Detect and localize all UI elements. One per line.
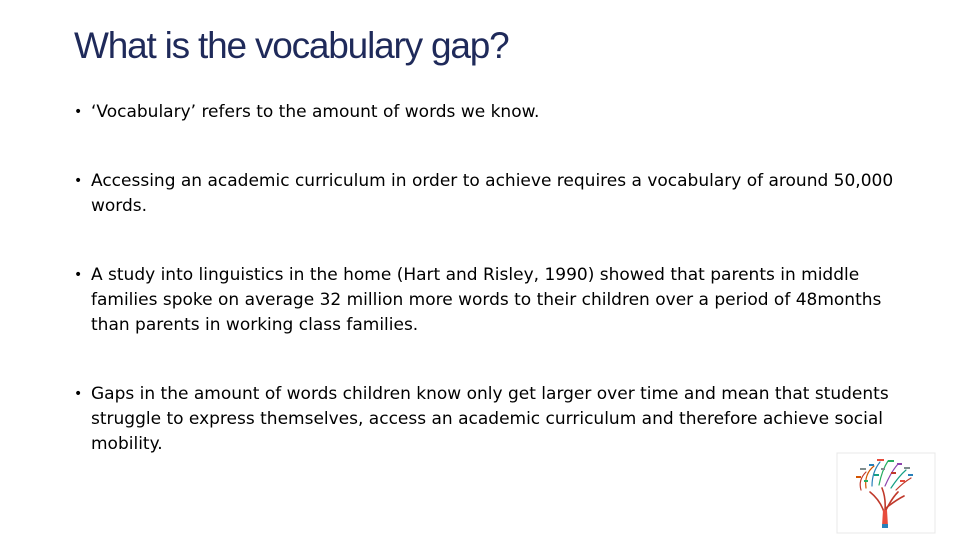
bullet-text: Accessing an academic curriculum in order to achieve requires a vocabulary of around 50,000 words. xyxy=(91,171,894,216)
bullet-text: A study into linguistics in the home (Hart and Risley, 1990) showed that parents in middle families spoke on average 32 million more words to their children over a period of 48months than parents in working class families. xyxy=(91,265,882,335)
slide-title: What is the vocabulary gap? xyxy=(74,25,509,66)
bullet-list xyxy=(74,100,894,501)
word-tree-icon xyxy=(836,452,936,534)
bullet-marker: • xyxy=(74,267,83,283)
bullet-item xyxy=(74,263,894,338)
bullet-item xyxy=(74,382,894,457)
bullet-item xyxy=(74,169,894,219)
bullet-marker: • xyxy=(74,104,83,120)
bullet-text: Gaps in the amount of words children know only get larger over time and mean that students struggle to express themselves, access an academic curriculum and therefore achieve social mobility. xyxy=(91,384,889,454)
bullet-text: ‘Vocabulary’ refers to the amount of words we know. xyxy=(91,102,540,122)
bullet-marker: • xyxy=(74,173,83,189)
bullet-item xyxy=(74,100,894,125)
bullet-marker: • xyxy=(74,386,83,402)
